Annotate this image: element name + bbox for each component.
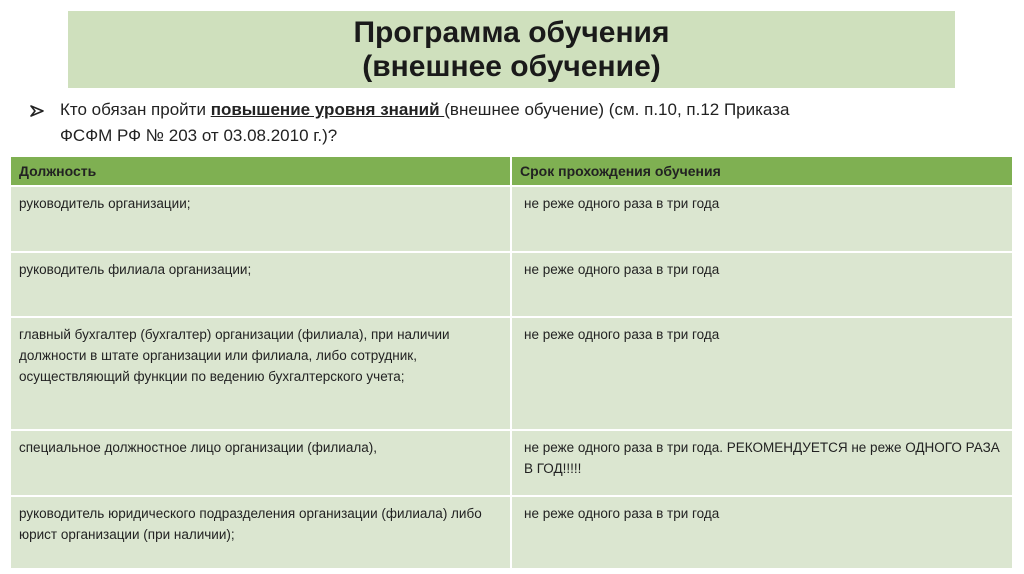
cell-term: не реже одного раза в три года. РЕКОМЕНДУЕТСЯ не реже ОДНОГО РАЗА В ГОД!!!!!: [524, 440, 1000, 476]
cell-term: не реже одного раза в три года: [524, 196, 720, 211]
question-suffix: (внешнее обучение) (см. п.10, п.12 Приказа: [444, 100, 790, 119]
header-term: Срок прохождения обучения: [520, 163, 721, 179]
question-prefix: Кто обязан пройти: [60, 100, 211, 119]
question-emphasis: повышение уровня знаний: [210, 100, 445, 119]
title-banner: [68, 11, 955, 88]
table-row: [11, 185, 1012, 251]
question-block: [30, 97, 990, 149]
question-line-2: ФСФМ РФ № 203 от 03.08.2010 г.)?: [60, 126, 338, 145]
cell-position: специальное должностное лицо организации (филиала),: [11, 431, 512, 495]
cell-term: не реже одного раза в три года: [524, 506, 720, 521]
title-line-2: (внешнее обучение): [362, 49, 661, 83]
cell-position: руководитель организации;: [11, 187, 512, 251]
cell-term: не реже одного раза в три года: [524, 262, 720, 277]
cell-position: руководитель юридического подразделения организации (филиала) либо юрист организации (при наличии);: [11, 497, 512, 568]
cell-position: руководитель филиала организации;: [11, 253, 512, 316]
table-header-row: [11, 157, 1012, 185]
cell-position: главный бухгалтер (бухгалтер) организации (филиала), при наличии должности в штате организации или филиала, либо сотрудник, осуществляющий функции по ведению бухгалтерского учета;: [11, 318, 512, 429]
training-table: [11, 157, 1012, 568]
table-row: [11, 429, 1012, 495]
table-row: [11, 495, 1012, 568]
header-position: Должность: [11, 157, 512, 185]
arrow-bullet-icon: [30, 97, 50, 117]
table-row: [11, 316, 1012, 429]
cell-term: не реже одного раза в три года: [524, 327, 720, 342]
table-row: [11, 251, 1012, 316]
title-line-1: Программа обучения: [353, 15, 670, 49]
